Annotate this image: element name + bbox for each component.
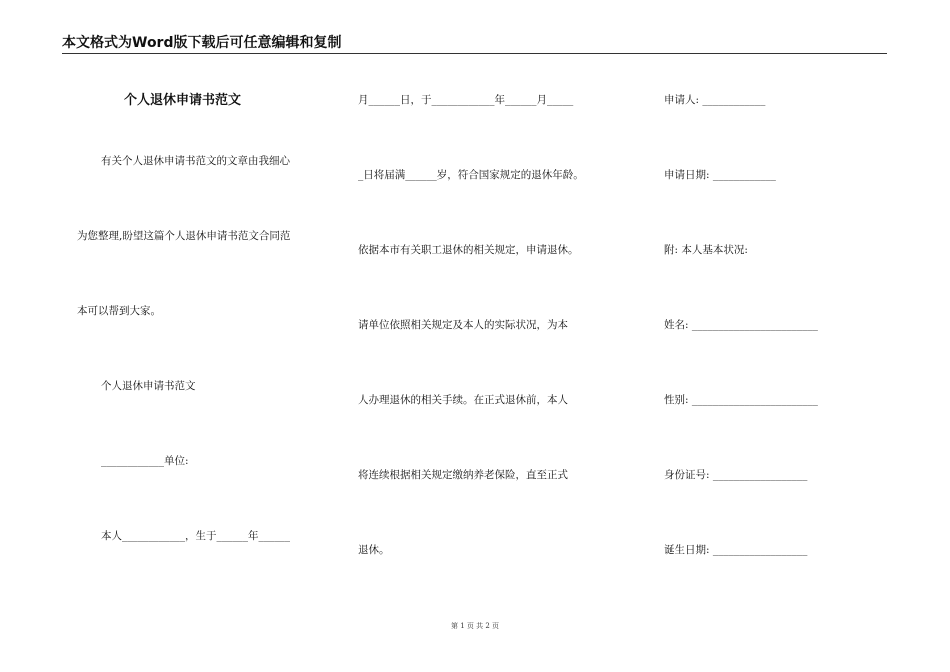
applicant-field: 申请人: ____________ [664, 94, 766, 106]
col1-line: 本可以帮到大家。 [77, 305, 161, 317]
page-footer: 第 1 页 共 2 页 [450, 622, 500, 630]
col2-line: 依据本市有关职工退休的相关规定，申请退休。 [358, 244, 579, 256]
gender-field: 性别: ________________________ [664, 394, 818, 406]
birth-date-field: 诞生日期: __________________ [664, 544, 808, 556]
col2-line: _日将届满______岁，符合国家规定的退休年龄。 [358, 169, 584, 181]
appendix-label: 附: 本人基本状况: [664, 244, 748, 256]
col2-line: 请单位依照相关规定及本人的实际状况，为本 [358, 319, 568, 331]
name-field: 姓名: ________________________ [664, 319, 818, 331]
id-number-field: 身份证号: __________________ [664, 469, 808, 481]
col1-line: ____________单位: [101, 455, 189, 467]
col2-line: 人办理退休的相关手续。在正式退休前，本人 [358, 394, 568, 406]
document-header: 本文格式为Word版下载后可任意编辑和复制 [62, 35, 342, 51]
header-rule [62, 53, 887, 54]
col1-line: 本人____________，生于______年______ [101, 530, 290, 542]
col2-line: 将连续根据相关规定缴纳养老保险，直至正式 [358, 469, 568, 481]
document-title: 个人退休申请书范文 [124, 93, 242, 108]
col1-line: 有关个人退休申请书范文的文章由我细心 [101, 155, 290, 167]
col1-line: 为您整理,盼望这篇个人退休申请书范文合同范 [77, 230, 291, 242]
col1-line: 个人退休申请书范文 [101, 380, 196, 392]
application-date-field: 申请日期: ____________ [664, 169, 776, 181]
col2-line: 月______日，于____________年______月_____ [358, 94, 574, 106]
col2-line: 退休。 [358, 544, 390, 556]
